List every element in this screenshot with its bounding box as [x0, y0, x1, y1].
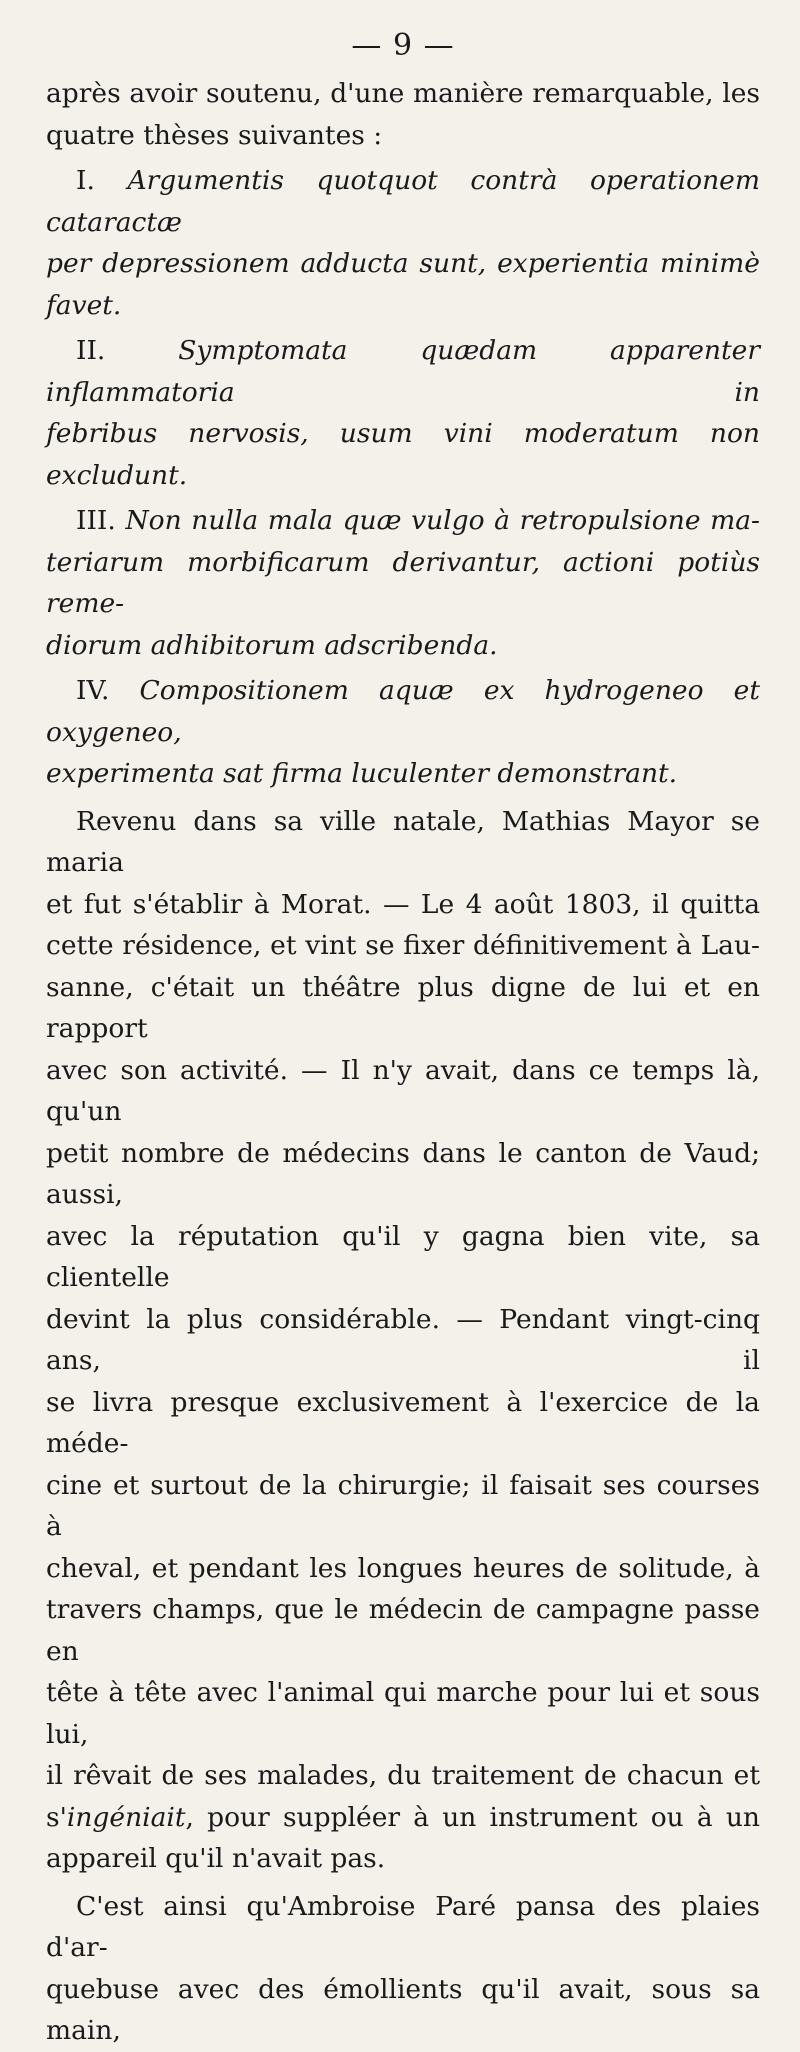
paragraph-1 [46, 801, 760, 1880]
text-line: devint la plus considérable. — Pendant vingt-cinq ans, il [46, 1303, 760, 1376]
text-line [46, 1797, 760, 1839]
text-line: C'est ainsi qu'Ambroise Paré pansa des plaies d'ar- [46, 1890, 760, 1963]
text-line: petit nombre de médecins dans le canton de Vaud; aussi, [46, 1137, 760, 1210]
text-line: avec son activité. — Il n'y avait, dans ce temps là, qu'un [46, 1054, 760, 1127]
text-line: se livra presque exclusivement à l'exercice de la méde- [46, 1386, 760, 1459]
page-body [46, 73, 760, 2052]
text-run: s' [46, 1801, 67, 1833]
text-line [46, 330, 760, 413]
thesis-text: Argumentis quotquot contrà operationem cataractæ [46, 165, 760, 238]
text-line: travers champs, que le médecin de campagne passe en [46, 1594, 760, 1667]
page-number: — 9 — [351, 28, 455, 63]
text-line: febribus nervosis, usum vini moderatum non excludunt. [46, 418, 760, 491]
text-line: experimenta sat firma luculenter demonstrant. [46, 758, 678, 789]
thesis-text: Symptomata quædam apparenter inflammatoria in [46, 335, 760, 408]
text-line: per depressionem adducta sunt, experientia minimè [46, 248, 760, 279]
text-line: cheval, et pendant les longues heures de solitude, à [46, 1552, 760, 1584]
text-line: il rêvait de ses malades, du traitement de chacun et [46, 1760, 760, 1791]
text-line [46, 670, 760, 753]
text-run: , pour suppléer à un instrument ou à un [185, 1801, 760, 1833]
text-line: Revenu dans sa ville natale, Mathias Mayor se maria [46, 805, 760, 878]
text-line [46, 500, 760, 542]
thesis-number: II. [76, 335, 106, 366]
text-line: cette résidence, et vint se fixer définitivement à Lau- [46, 930, 760, 961]
thesis-number: III. [76, 505, 116, 536]
paragraph-2 [46, 1886, 760, 2052]
text-line: quebuse avec des émollients qu'il avait, sous sa main, [46, 1973, 760, 2046]
text-line: appareil qu'il n'avait pas. [46, 1843, 386, 1874]
text-line: sanne, c'était un théâtre plus digne de lui et en rapport [46, 971, 760, 1044]
emphasized-word: ingéniait [66, 1801, 186, 1833]
thesis-number: I. [76, 165, 95, 196]
text-line: avec la réputation qu'il y gagna bien vite, sa clientelle [46, 1220, 760, 1293]
thesis-number: IV. [76, 675, 110, 706]
text-line [46, 160, 760, 243]
thesis-2 [46, 330, 760, 496]
text-line: diorum adhibitorum adscribenda. [46, 629, 498, 661]
text-line: quatre thèses suivantes : [46, 119, 383, 151]
text-line: favet. [46, 289, 122, 321]
text-line: cine et surtout de la chirurgie; il faisait ses courses à [46, 1469, 760, 1542]
thesis-1 [46, 160, 760, 326]
thesis-4 [46, 670, 760, 795]
intro-paragraph [46, 73, 760, 156]
text-line: teriarum morbificarum derivantur, actioni potiùs reme- [46, 546, 760, 619]
text-line: après avoir soutenu, d'une manière remarquable, les [46, 78, 760, 109]
thesis-text: Compositionem aquæ ex hydrogeneo et oxygeneo, [46, 675, 760, 748]
text-line: et fut s'établir à Morat. — Le 4 août 1803, il quitta [46, 888, 760, 920]
thesis-text: Non nulla mala quæ vulgo à retropulsione ma- [125, 505, 760, 536]
thesis-3 [46, 500, 760, 666]
text-line: tête à tête avec l'animal qui marche pour lui et sous lui, [46, 1677, 760, 1750]
